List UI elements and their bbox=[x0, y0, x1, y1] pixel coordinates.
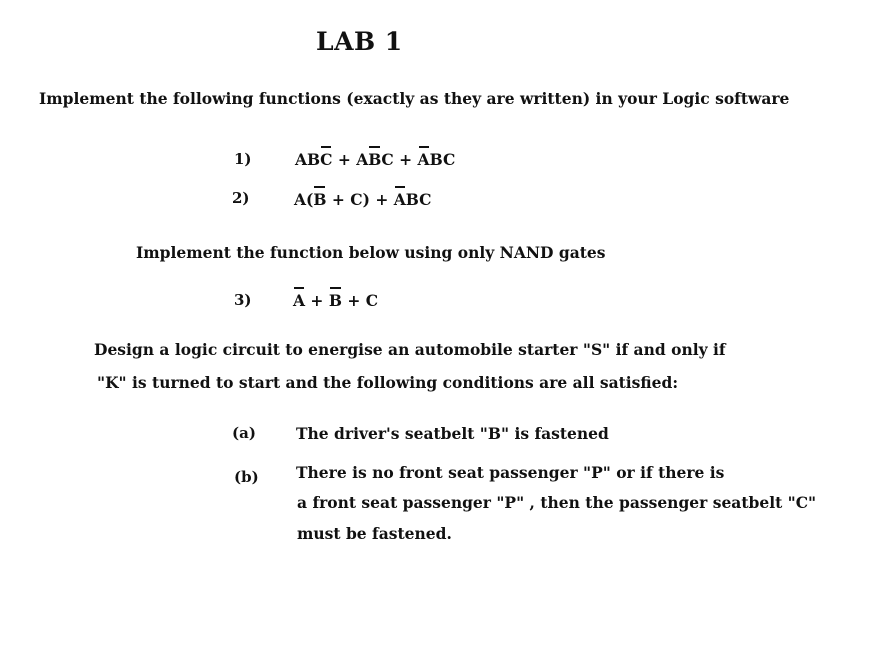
expression-term: + C bbox=[341, 291, 379, 310]
function-expression-1 bbox=[295, 150, 455, 169]
function-expression-2 bbox=[294, 190, 431, 209]
function-number-1: 1) bbox=[234, 150, 252, 168]
page-title: LAB 1 bbox=[316, 27, 403, 56]
condition-b-line-3: must be fastened. bbox=[297, 524, 452, 543]
function-number-2: 2) bbox=[232, 189, 250, 207]
complemented-variable: A bbox=[417, 150, 430, 169]
expression-term: + C) + bbox=[326, 190, 394, 209]
expression-term: BC bbox=[405, 190, 432, 209]
condition-b-line-1: There is no front seat passenger "P" or if there is bbox=[296, 463, 725, 482]
condition-label-b: (b) bbox=[234, 468, 259, 486]
complemented-variable: B bbox=[328, 291, 342, 310]
intro-text: Implement the following functions (exactly as they are written) in your Logic software bbox=[39, 89, 790, 108]
nand-heading: Implement the function below using only NAND gates bbox=[136, 243, 606, 262]
complemented-variable: B bbox=[368, 150, 382, 169]
complemented-variable: A bbox=[293, 291, 306, 310]
complemented-variable: B bbox=[313, 190, 327, 209]
expression-term: A( bbox=[294, 190, 314, 209]
design-line-1: Design a logic circuit to energise an automobile starter "S" if and only if bbox=[94, 340, 726, 359]
function-expression-3 bbox=[293, 291, 378, 310]
expression-term: + bbox=[305, 291, 329, 310]
condition-a-line-1: The driver's seatbelt "B" is fastened bbox=[296, 424, 609, 443]
expression-term: C + bbox=[381, 150, 418, 169]
expression-term: BC bbox=[429, 150, 456, 169]
expression-term: AB bbox=[295, 150, 321, 169]
expression-term: + A bbox=[332, 150, 369, 169]
complemented-variable: C bbox=[320, 150, 333, 169]
complemented-variable: A bbox=[393, 190, 406, 209]
condition-label-a: (a) bbox=[232, 424, 256, 442]
design-line-2: "K" is turned to start and the following conditions are all satisfied: bbox=[97, 373, 679, 392]
function-number-3: 3) bbox=[234, 291, 252, 309]
condition-b-line-2: a front seat passenger "P" , then the passenger seatbelt "C" bbox=[297, 493, 817, 512]
